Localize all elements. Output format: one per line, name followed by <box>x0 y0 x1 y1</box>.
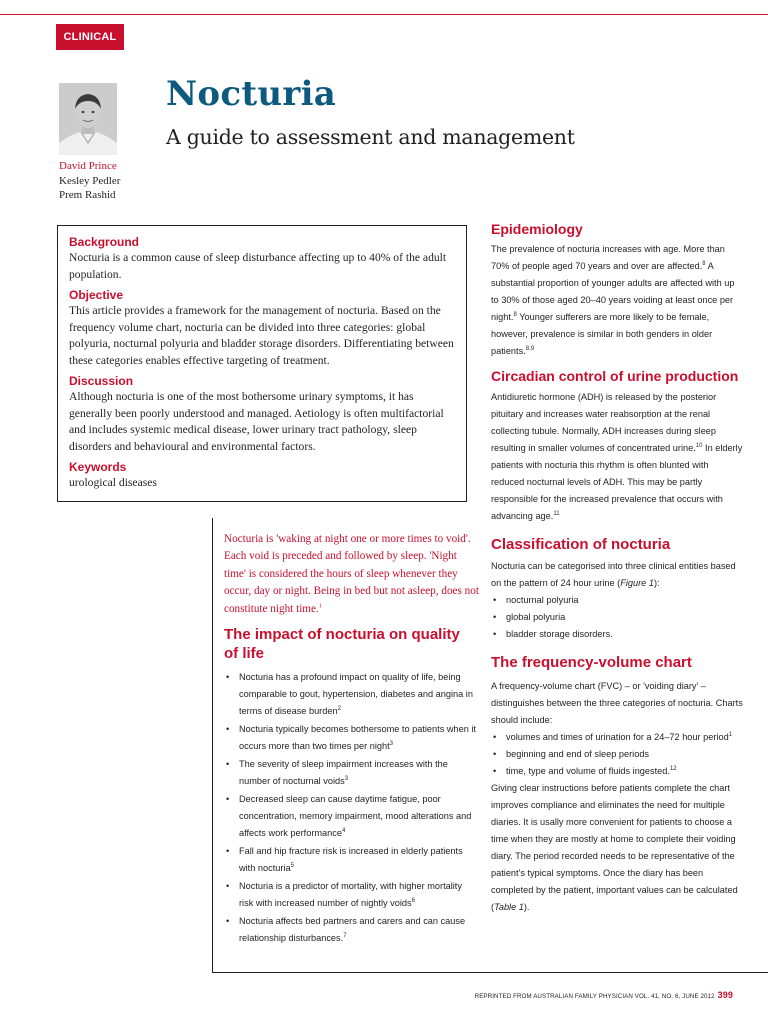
circadian-heading: Circadian control of urine production <box>491 368 739 384</box>
article-subtitle: A guide to assessment and management <box>166 125 575 149</box>
author-name: Prem Rashid <box>59 189 116 201</box>
author-list <box>59 159 120 203</box>
abstract-objective-heading: Objective <box>69 288 124 302</box>
page-footer <box>475 990 733 1000</box>
epidemiology-text: The prevalence of nocturia increases with age. More than 70% of people aged 70 years and over are affected.$^8$ A substantial proportion of younger adults are affected with up to 30% of those aged 20–40 years voiding at least once per night.$^8$ Younger sufferers are more likely to be female, however, prevalence is similar in both genders in older patients.$^{8,9}$ <box>491 244 735 356</box>
list-item: • time, type and volume of fluids ingested.$^{12}$ <box>491 763 743 780</box>
top-rule <box>0 14 768 15</box>
list-item: • beginning and end of sleep periods <box>491 746 743 763</box>
section-tag: CLINICAL <box>56 24 124 50</box>
column-divider <box>212 518 213 972</box>
table-reference: Table 1 <box>494 902 524 912</box>
fvc-list <box>491 729 743 780</box>
pull-quote-text: Nocturia is 'waking at night one or more times to void'. Each void is preceded and followed by sleep. 'Night time' is considered the hours of sleep whenever they occur, day or night. Being in bed but not asleep, does not constitute night time. <box>224 533 479 615</box>
abstract-background-text: Nocturia is a common cause of sleep disturbance affecting up to 40% of the adult population. <box>69 251 447 281</box>
circadian-text: Antidiuretic hormone (ADH) is released by the posterior pituitary and increases water reabsorption at the renal collecting tubule. Normally, ADH increases during sleep resulting in smaller volumes of concentrated urine.$^{10}$ In elderly patients with nocturia this rhythm is often blunted with reduced nocturnal levels of ADH. This may be partly responsible for the increased prevalence that occurs with advancing age.$^{11}$ <box>491 392 743 521</box>
right-column <box>491 220 743 916</box>
list-item: • nocturnal polyuria <box>491 592 743 609</box>
abstract-background-heading: Background <box>69 235 140 249</box>
abstract-objective-text: This article provides a framework for the management of nocturia. Based on the frequency volume chart, nocturia can be divided into three categories: global polyuria, nocturnal polyuria and bladder storage disorders. Differentiating between these categories enables effective targeting of treatment. <box>69 304 454 367</box>
list-item: • Fall and hip fracture risk is increased in elderly patients with nocturia$^5$ <box>224 843 478 877</box>
bottom-rule <box>212 972 768 973</box>
article-title: Nocturia <box>166 74 337 114</box>
abstract-keywords-heading: Keywords <box>69 460 127 474</box>
abstract-discussion-text: Although nocturia is one of the most bothersome urinary symptoms, it has generally been poorly understood and managed. Aetiology is often multifactorial and includes systemic medical disease, lower urinary tract pathology, sleep disorders and behavioural and environmental factors. <box>69 390 444 453</box>
list-item: • Nocturia affects bed partners and carers and can cause relationship disturbances.$^7$ <box>224 913 478 947</box>
list-item: • The severity of sleep impairment increases with the number of nocturnal voids$^3$ <box>224 756 478 790</box>
fvc-heading: The frequency-volume chart <box>491 654 692 671</box>
classification-intro: Nocturia can be categorised into three clinical entities based on the pattern of 24 hour urine (Figure 1): <box>491 561 736 588</box>
abstract-box <box>57 225 467 502</box>
classification-list <box>491 592 743 643</box>
pull-quote-ref: 1 <box>318 602 322 609</box>
author-name: David Prince <box>59 160 117 172</box>
abstract-keywords-text: urological diseases <box>69 476 157 489</box>
impact-heading: The impact of nocturia on quality of life <box>224 626 460 662</box>
middle-column <box>224 625 478 948</box>
list-item: • Decreased sleep can cause daytime fatigue, poor concentration, memory impairment, mood alterations and affects work performance$^4$ <box>224 791 478 842</box>
list-item: • Nocturia is a predictor of mortality, with higher mortality risk with increased number of nightly voids$^6$ <box>224 878 478 912</box>
pull-quote <box>224 531 479 618</box>
reprint-line: REPRINTED FROM AUSTRALIAN FAMILY PHYSICIAN VOL. 41, NO. 6, JUNE 2012 <box>474 993 715 1000</box>
fvc-intro: A frequency-volume chart (FVC) – or 'voiding diary' – distinguishes between the three categories of nocturia. Charts should include: <box>491 681 743 725</box>
fvc-closing: Giving clear instructions before patients complete the chart improves compliance and eliminates the need for multiple diaries. It is usally more convenient for patients to choose a time when they are mostly at home to complete their voiding diary. The period recorded needs to be representative of the patient's typical symptoms. Once the diary has been completed by the patient, important values can be calculated (Table 1). <box>491 783 738 912</box>
list-item: • Nocturia typically becomes bothersome to patients when it occurs more than two times per night$^3$ <box>224 721 478 755</box>
classification-heading: Classification of nocturia <box>491 536 671 553</box>
epidemiology-heading: Epidemiology <box>491 221 583 237</box>
list-item: • global polyuria <box>491 609 743 626</box>
list-item: • bladder storage disorders. <box>491 626 743 643</box>
impact-list <box>224 669 478 947</box>
abstract-discussion-heading: Discussion <box>69 374 134 388</box>
author-name: Kesley Pedler <box>59 174 121 187</box>
list-item: • volumes and times of urination for a 24–72 hour period$^1$ <box>491 729 743 746</box>
page-number: 399 <box>717 990 733 1000</box>
author-photo <box>59 83 117 155</box>
list-item: • Nocturia has a profound impact on quality of life, being comparable to gout, hypertension, diabetes and angina in terms of disease burden$^2$ <box>224 669 478 720</box>
figure-reference: Figure 1 <box>620 578 654 588</box>
